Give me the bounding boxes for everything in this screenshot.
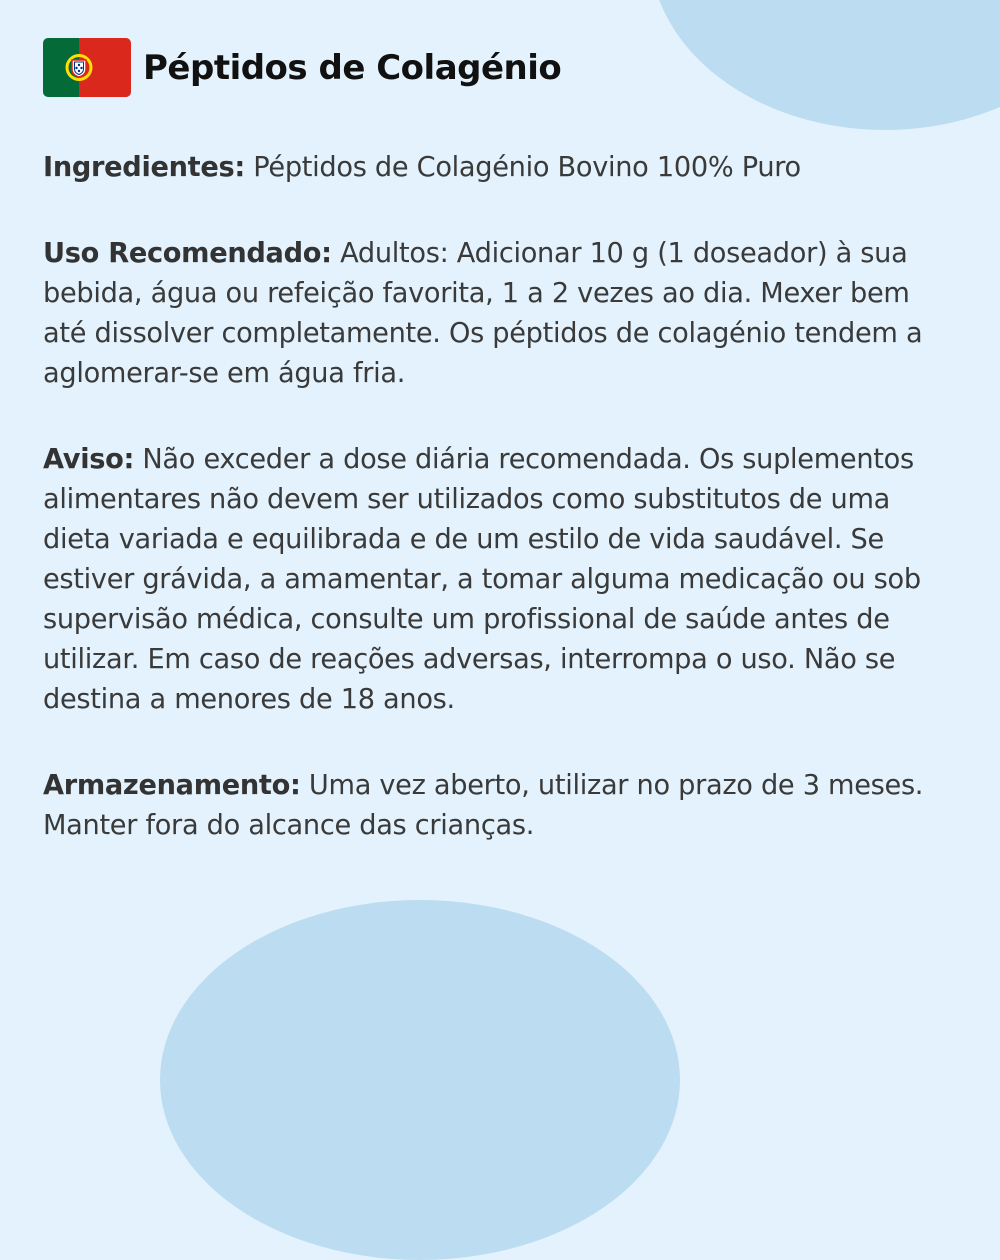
warning-label: Aviso:	[43, 444, 135, 475]
storage-text: Uma vez aberto, utilizar no prazo de 3 meses. Manter fora do alcance das crianças.	[43, 770, 924, 841]
page-header	[43, 38, 561, 97]
ingredients-label: Ingredientes:	[43, 152, 245, 183]
decorative-blob-top	[650, 0, 1000, 130]
usage-section	[43, 234, 948, 394]
ingredients-text: Péptidos de Colagénio Bovino 100% Puro	[253, 152, 801, 183]
warning-section	[43, 440, 948, 720]
warning-text: Não exceder a dose diária recomendada. Os suplementos alimentares não devem ser utilizados como substitutos de uma dieta variada e equilibrada e de um estilo de vida saudável. Se estiver grávida, a amamentar, a tomar alguma medicação ou sob supervisão médica, consulte um profissional de saúde antes de utilizar. Em caso de reações adversas, interrompa o uso. Não se destina a menores de 18 anos.	[43, 444, 921, 715]
storage-label: Armazenamento:	[43, 770, 301, 801]
ingredients-section	[43, 148, 948, 188]
usage-label: Uso Recomendado:	[43, 238, 332, 269]
storage-section	[43, 766, 948, 846]
portugal-flag-icon	[43, 38, 131, 97]
decorative-blob-bottom	[160, 900, 680, 1260]
product-info	[43, 148, 948, 846]
usage-text: Adultos: Adicionar 10 g (1 doseador) à sua bebida, água ou refeição favorita, 1 a 2 vezes ao dia. Mexer bem até dissolver completamente. Os péptidos de colagénio tendem a aglomerar-se em água fria.	[43, 238, 923, 389]
page-title: Péptidos de Colagénio	[143, 47, 562, 88]
